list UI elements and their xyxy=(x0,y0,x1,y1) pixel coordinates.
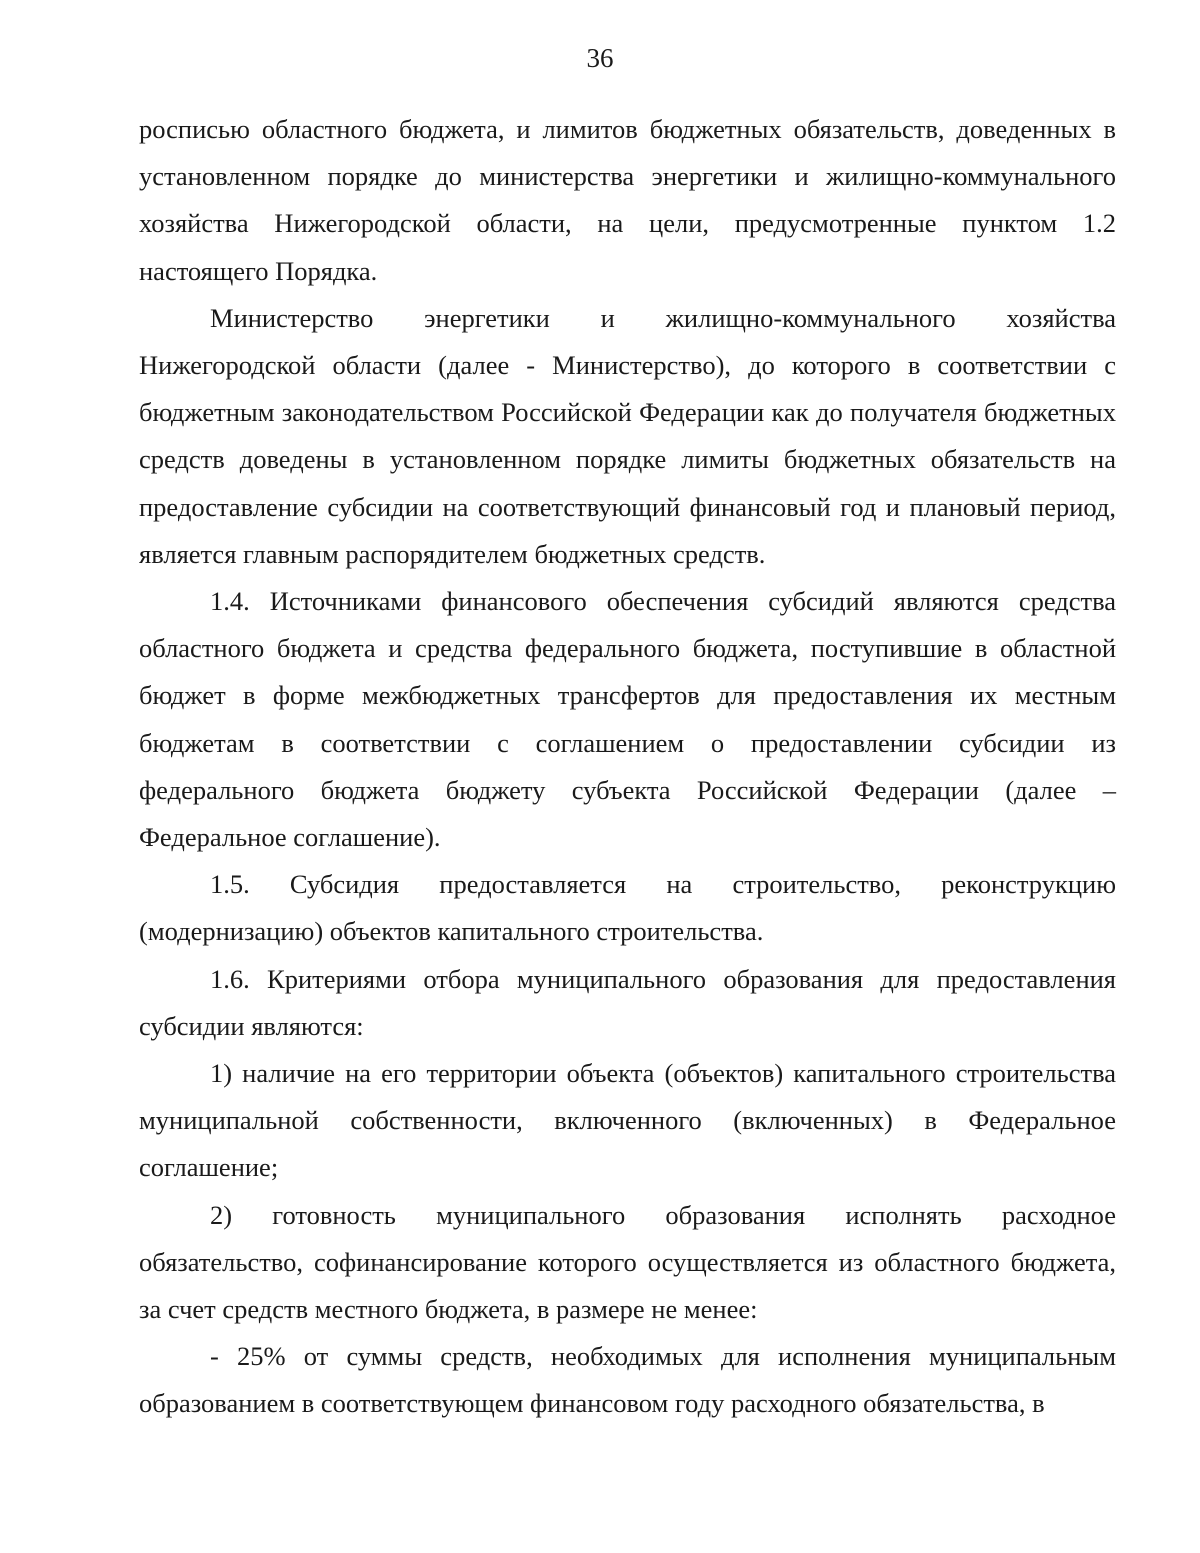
paragraph-1-4: 1.4. Источниками финансового обеспечения субсидий являются средства областного бюджета и средства федерального бюджета, поступившие в областной бюджет в форме межбюджетных трансфертов для предоставления их местным бюджетам в соответствии с соглашением о предоставлении субсидии из федерального бюджета бюджету субъекта Российской Федерации (далее – Федеральное соглашение). xyxy=(139,586,1116,853)
dash-item-25-percent: - 25% от суммы средств, необходимых для исполнения муниципальным образованием в соответствующем финансовом году расходного обязательства, в xyxy=(139,1341,1116,1419)
document-body xyxy=(139,106,1116,1428)
paragraph-1-6: 1.6. Критериями отбора муниципального образования для предоставления субсидии являются: xyxy=(139,963,1116,1041)
paragraph-continuation: росписью областного бюджета, и лимитов бюджетных обязательств, доведенных в установленном порядке до министерства энергетики и жилищно-коммунального хозяйства Нижегородской области, на цели, предусмотренные пунктом 1.2 настоящего Порядка. xyxy=(139,114,1116,286)
list-item-2: 2) готовность муниципального образования исполнять расходное обязательство, софинансирование которого осуществляется из областного бюджета, за счет средств местного бюджета, в размере не менее: xyxy=(139,1199,1116,1325)
paragraph-1-5: 1.5. Субсидия предоставляется на строительство, реконструкцию (модернизацию) объектов капитального строительства. xyxy=(139,869,1116,947)
page-number: 36 xyxy=(586,43,614,73)
list-item-1: 1) наличие на его территории объекта (объектов) капитального строительства муниципальной собственности, включенного (включенных) в Федеральное соглашение; xyxy=(139,1058,1116,1183)
paragraph-ministry: Министерство энергетики и жилищно-коммунального хозяйства Нижегородской области (далее - Министерство), до которого в соответствии с бюджетным законодательством Российской Федерации как до получателя бюджетных средств доведены в установленном порядке лимиты бюджетных обязательств на предоставление субсидии на соответствующий финансовый год и плановый период, является главным распорядителем бюджетных средств. xyxy=(139,302,1116,569)
